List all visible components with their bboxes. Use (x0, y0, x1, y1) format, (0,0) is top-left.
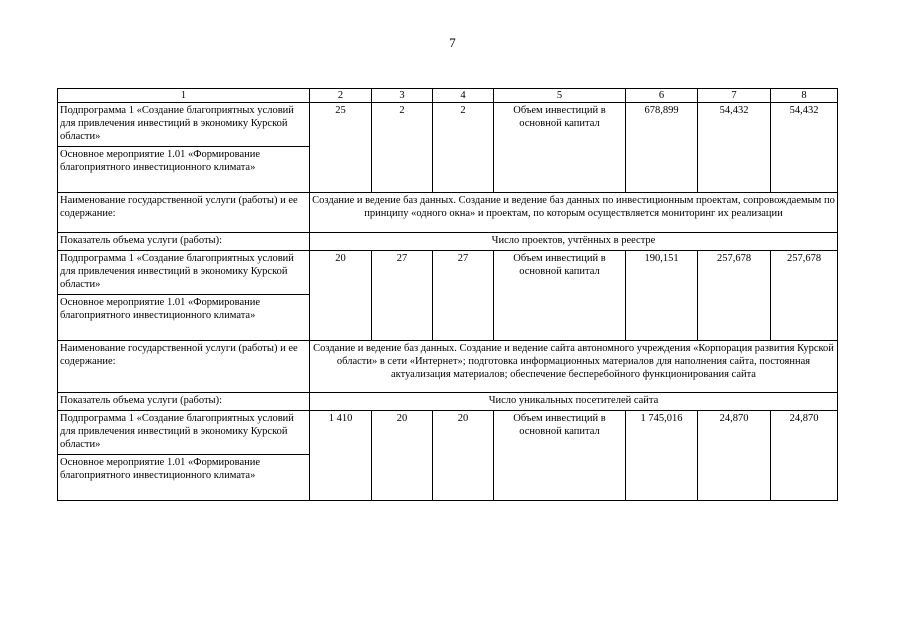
activity-cell: Основное мероприятие 1.01 «Формирование благоприятного инвестиционного климата» (58, 147, 310, 193)
subprogram-cell: Подпрограмма 1 «Создание благоприятных условий для привлечения инвестиций в экономику Курской области» (58, 103, 310, 147)
service-content-cell: Создание и ведение баз данных. Создание и ведение баз данных по инвестиционным проектам, сопровождаемым по принципу «одного окна» и проектам, по которым осуществляется мониторинг их реализации (310, 193, 838, 233)
header-col-1: 1 (58, 89, 310, 103)
table-row (58, 341, 838, 393)
indicator-name-cell: Объем инвестиций в основной капитал (494, 103, 626, 193)
subprogram-cell: Подпрограмма 1 «Создание благоприятных условий для привлечения инвестиций в экономику Курской области» (58, 411, 310, 455)
state-assignment-table (57, 88, 838, 501)
value-col-8: 24,870 (771, 411, 838, 501)
indicator-name-cell: Объем инвестиций в основной капитал (494, 251, 626, 341)
indicator-label-cell: Показатель объема услуги (работы): (58, 233, 310, 251)
table-row (58, 233, 838, 251)
service-label-cell: Наименование государственной услуги (работы) и ее содержание: (58, 193, 310, 233)
value-col-6: 678,899 (626, 103, 698, 193)
subprogram-cell: Подпрограмма 1 «Создание благоприятных условий для привлечения инвестиций в экономику Курской области» (58, 251, 310, 295)
table-row (58, 193, 838, 233)
service-label-cell: Наименование государственной услуги (работы) и ее содержание: (58, 341, 310, 393)
value-col-6: 190,151 (626, 251, 698, 341)
activity-cell: Основное мероприятие 1.01 «Формирование благоприятного инвестиционного климата» (58, 455, 310, 501)
service-content-cell: Создание и ведение баз данных. Создание и ведение сайта автономного учреждения «Корпорация развития Курской области» в сети «Интернет»; подготовка информационных материалов для наполнения сайта, постоянная актуализация материалов; обеспечение бесперебойного функционирования сайта (310, 341, 838, 393)
value-col-2: 1 410 (310, 411, 372, 501)
table-row (58, 251, 838, 295)
page-number: 7 (449, 35, 456, 50)
header-col-5: 5 (494, 89, 626, 103)
value-col-6: 1 745,016 (626, 411, 698, 501)
header-col-3: 3 (372, 89, 433, 103)
value-col-7: 54,432 (698, 103, 771, 193)
value-col-7: 257,678 (698, 251, 771, 341)
header-col-6: 6 (626, 89, 698, 103)
table-row (58, 411, 838, 455)
value-col-4: 20 (433, 411, 494, 501)
header-col-7: 7 (698, 89, 771, 103)
table-row (58, 393, 838, 411)
header-col-8: 8 (771, 89, 838, 103)
indicator-content-cell: Число проектов, учтённых в реестре (310, 233, 838, 251)
indicator-name-cell: Объем инвестиций в основной капитал (494, 411, 626, 501)
value-col-3: 2 (372, 103, 433, 193)
indicator-content-cell: Число уникальных посетителей сайта (310, 393, 838, 411)
value-col-8: 54,432 (771, 103, 838, 193)
activity-cell: Основное мероприятие 1.01 «Формирование благоприятного инвестиционного климата» (58, 295, 310, 341)
value-col-7: 24,870 (698, 411, 771, 501)
indicator-label-cell: Показатель объема услуги (работы): (58, 393, 310, 411)
header-row (58, 89, 838, 103)
value-col-8: 257,678 (771, 251, 838, 341)
value-col-4: 27 (433, 251, 494, 341)
header-col-4: 4 (433, 89, 494, 103)
value-col-4: 2 (433, 103, 494, 193)
value-col-3: 27 (372, 251, 433, 341)
value-col-2: 20 (310, 251, 372, 341)
value-col-3: 20 (372, 411, 433, 501)
header-col-2: 2 (310, 89, 372, 103)
table-row (58, 103, 838, 147)
value-col-2: 25 (310, 103, 372, 193)
